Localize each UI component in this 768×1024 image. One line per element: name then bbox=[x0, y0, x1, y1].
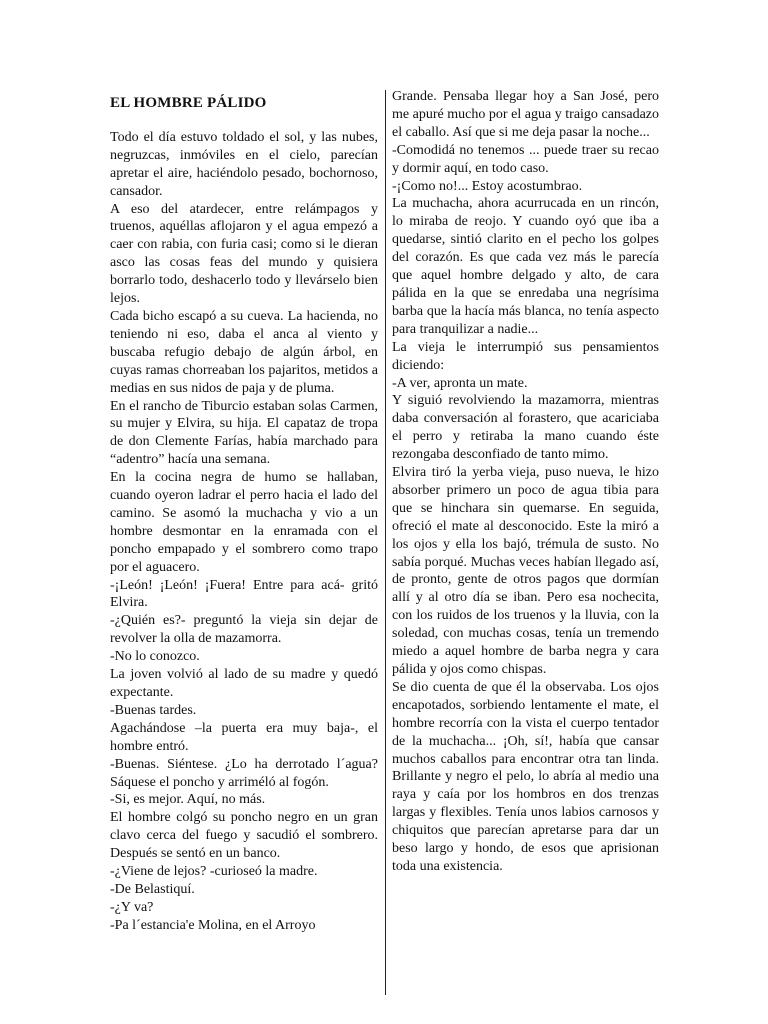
paragraph: En el rancho de Tiburcio estaban solas Carmen, su mujer y Elvira, su hija. El capataz de tropa de don Clemente Farías, había marchado para “adentro” hacía una semana. bbox=[110, 398, 378, 468]
paragraph: -¿Viene de lejos? -curioseó la madre. bbox=[110, 864, 318, 880]
paragraph: La joven volvió al lado de su madre y quedó expectante. bbox=[110, 667, 378, 700]
paragraph: Cada bicho escapó a su cueva. La hacienda, no teniendo ni eso, daba el anca al viento y buscaba refugio debajo de algún árbol, en cuyas ramas chorreaban los pajaritos, metidos a medias en sus nidos de paja y de pluma. bbox=[110, 308, 378, 396]
left-column bbox=[110, 88, 378, 935]
left-column-text bbox=[110, 129, 378, 935]
paragraph: -¿Y va? bbox=[110, 899, 154, 915]
column-divider bbox=[385, 90, 386, 995]
paragraph: Elvira tiró la yerba vieja, puso nueva, le hizo absorber primero un poco de agua tibia para que se hinchara sin quemarse. En seguida, ofreció el mate al desconocido. Este la miró a los ojos y ella los bajó, trémula de susto. No sabía porqué. Muchas veces habían llegado así, de pronto, gente de otros pagos que dormían allí y al otro día se iban. Pero esa nochecita, con los ruidos de los truenos y la lluvia, con la soledad, con muchas cosas, tenía un tremendo miedo a aquel hombre de barba negra y cara pálida y ojos como chispas. bbox=[392, 465, 659, 677]
paragraph: -Pa l´estancia'e Molina, en el Arroyo bbox=[110, 917, 316, 933]
paragraph: Se dio cuenta de que él la observaba. Los ojos encapotados, sorbiendo lentamente el mate, el hombre recorría con la vista el cuerpo tentador de la muchacha... ¡Oh, sí!, había que cansar muchos caballos para encontrar otra tan linda. Brillante y negro el pelo, lo abría al medio una raya y caía por los hombros en dos trenzas largas y flexibles. Tenía unos labios carnosos y chiquitos que parecían apretarse para dar un beso largo y hondo, de esos que aprisionan toda una existencia. bbox=[392, 679, 659, 874]
right-column-text bbox=[392, 88, 659, 876]
paragraph: En la cocina negra de humo se hallaban, cuando oyeron ladrar el perro hacia el lado del camino. Se asomó la muchacha y vio a un hombre desmontar en la enramada con el poncho empapado y el sombrero como trapo por el aguacero. bbox=[110, 470, 378, 575]
paragraph: -A ver, apronta un mate. bbox=[392, 375, 528, 391]
paragraph: -Buenas tardes. bbox=[110, 702, 197, 718]
paragraph: La muchacha, ahora acurrucada en un rincón, lo miraba de reojo. Y cuando oyó que iba a quedarse, sintió clarito en el pecho los golpes del corazón. Es que cada vez más le parecía que aquel hombre delgado y alto, de cara pálida en la que se enredaba una negrísima barba que la hacía más blanca, no tenía aspecto para tranquilizar a nadie... bbox=[392, 196, 659, 337]
paragraph: -¿Quién es?- preguntó la vieja sin dejar de revolver la olla de mazamorra. bbox=[110, 613, 378, 647]
paragraph: Y siguió revolviendo la mazamorra, mientras daba conversación al forastero, que acariciaba el perro y retiraba la mano cuando éste rezongaba desconfiado de tanto mimo. bbox=[392, 393, 659, 463]
paragraph: Todo el día estuvo toldado el sol, y las nubes, negruzcas, inmóviles en el cielo, parecían apretar el aire, haciéndolo pesado, bochornoso, cansador. bbox=[110, 129, 378, 199]
paragraph: Agachándose –la puerta era muy baja-, el hombre entró. bbox=[110, 720, 378, 754]
paragraph: -No lo conozco. bbox=[110, 649, 200, 665]
paragraph: -¡León! ¡León! ¡Fuera! Entre para acá- gritó Elvira. bbox=[110, 577, 378, 611]
paragraph: -Comodidá no tenemos ... puede traer su recao y dormir aquí, en todo caso. bbox=[392, 142, 659, 176]
paragraph: -Si, es mejor. Aquí, no más. bbox=[110, 792, 266, 808]
right-column bbox=[392, 88, 659, 876]
paragraph: A eso del atardecer, entre relámpagos y truenos, aquéllas aflojaron y el agua empezó a caer con rabia, con furia casi; como si le dieran asco las cosas feas del mundo y quisiera borrarlo todo, deshacerlo todo y llevárselo bien lejos. bbox=[110, 201, 378, 307]
story-title: EL HOMBRE PÁLIDO bbox=[110, 95, 267, 111]
paragraph: -¡Como no!... Estoy acostumbrao. bbox=[392, 178, 583, 194]
paragraph: -Buenas. Siéntese. ¿Lo ha derrotado l´agua? Sáquese el poncho y arriméló al fogón. bbox=[110, 756, 378, 790]
paragraph: La vieja le interrumpió sus pensamientos diciendo: bbox=[392, 339, 659, 373]
paragraph: El hombre colgó su poncho negro en un gran clavo cerca del fuego y sacudió el sombrero. Después se sentó en un banco. bbox=[110, 810, 378, 862]
paragraph: -De Belastiquí. bbox=[110, 881, 195, 897]
paragraph: Grande. Pensaba llegar hoy a San José, pero me apuré mucho por el agua y traigo cansadazo el caballo. Así que si me deja pasar la noche... bbox=[392, 89, 659, 140]
